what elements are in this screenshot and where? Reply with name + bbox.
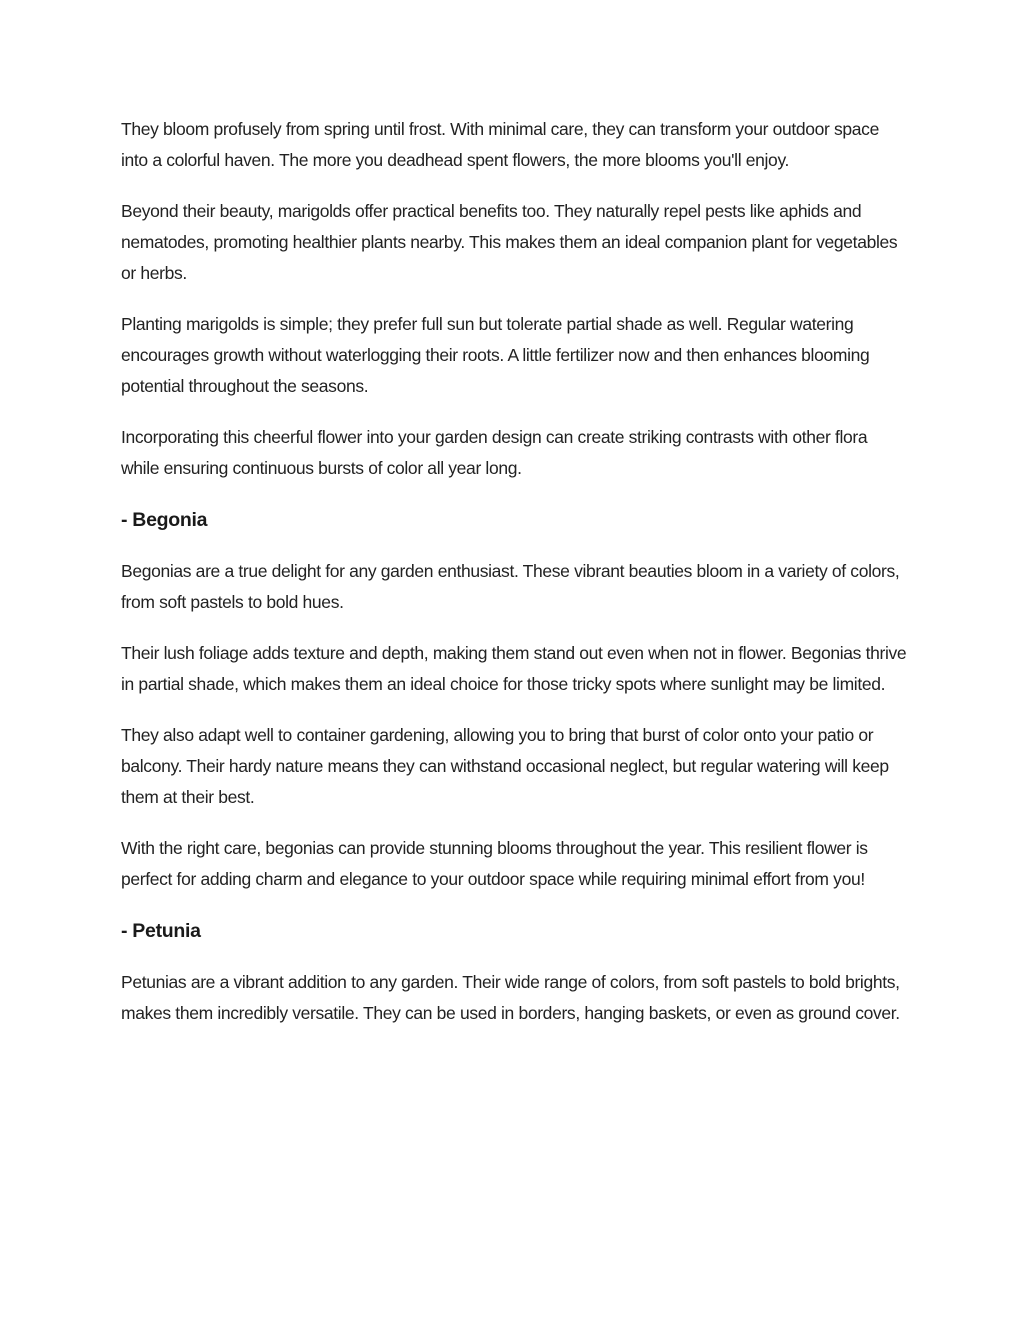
paragraph-petunia-intro: Petunias are a vibrant addition to any garden. Their wide range of colors, from soft pastels to bold brights, makes them incredibly versatile. They can be used in borders, hanging baskets, or even as ground cover. (121, 972, 900, 1023)
paragraph-marigold-design: Incorporating this cheerful flower into your garden design can create striking contrasts with other flora while ensuring continuous bursts of color all year long. (121, 427, 868, 478)
paragraph-begonia-container: They also adapt well to container gardening, allowing you to bring that burst of color onto your patio or balcony. Their hardy nature means they can withstand occasional neglect, but regular watering will keep them at their best. (121, 725, 889, 807)
paragraph-marigold-planting: Planting marigolds is simple; they prefer full sun but tolerate partial shade as well. Regular watering encourages growth without waterlogging their roots. A little fertilizer now and then enhances blooming potential throughout the seasons. (121, 314, 870, 396)
paragraph-begonia-foliage: Their lush foliage adds texture and depth, making them stand out even when not in flower. Begonias thrive in partial shade, which makes them an ideal choice for those tricky spots where sunlight may be limited. (121, 643, 907, 694)
heading-begonia: - Begonia (121, 509, 208, 531)
paragraph-marigold-benefits: Beyond their beauty, marigolds offer practical benefits too. They naturally repel pests like aphids and nematodes, promoting healthier plants nearby. This makes them an ideal companion plant for vegetables or herbs. (121, 201, 898, 283)
paragraph-begonia-care: With the right care, begonias can provide stunning blooms throughout the year. This resilient flower is perfect for adding charm and elegance to your outdoor space while requiring minimal effort from you! (121, 838, 868, 889)
paragraph-marigold-blooming: They bloom profusely from spring until frost. With minimal care, they can transform your outdoor space into a colorful haven. The more you deadhead spent flowers, the more blooms you'll enjoy. (121, 119, 879, 170)
heading-petunia: - Petunia (121, 920, 201, 942)
paragraph-begonia-intro: Begonias are a true delight for any garden enthusiast. These vibrant beauties bloom in a variety of colors, from soft pastels to bold hues. (121, 561, 900, 612)
document-page (121, 114, 907, 1049)
